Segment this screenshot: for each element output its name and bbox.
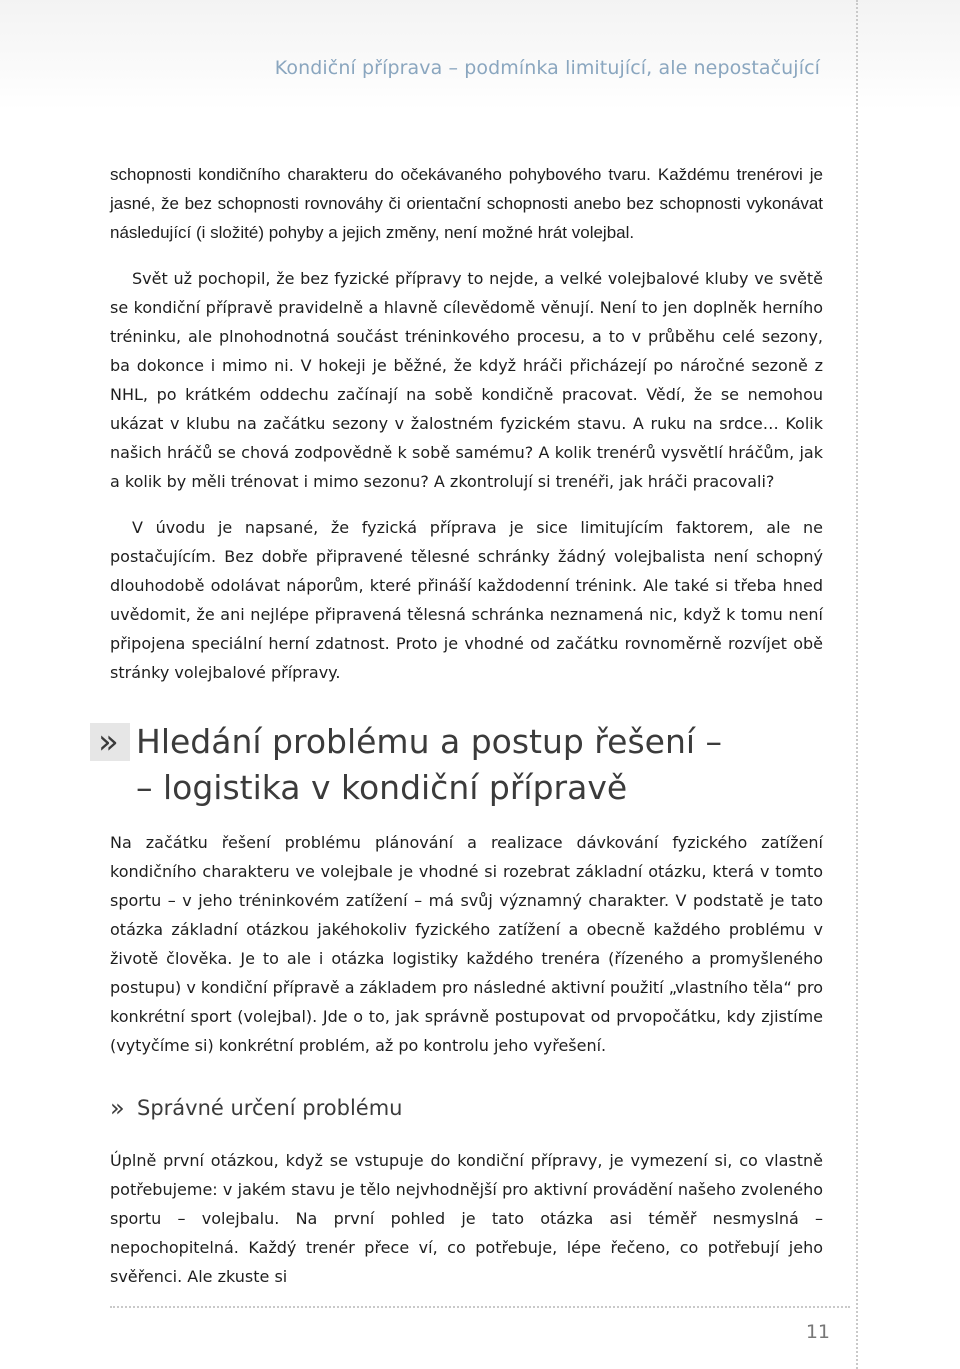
paragraph-training: Svět už pochopil, že bez fyzické přípravy to nejde, a velké volejbalové kluby ve světě se kondiční přípravě pravidelně a hlavně cílevědomě věnují. Není to jen doplněk herního tréninku, ale plnohodnotná součást tréninkového procesu, a to v průběhu celé sezony, ba dokonce i mimo ni. V hokeji je běžné, že když hráči přicházejí po náročné sezoně z NHL, po krátkém oddechu začínají na sobě kondičně pracovat. Vědí, že se nemohou ukázat v klubu na začátku sezony v žalostném fyzickém stavu. A ruku na srdce… Kolik našich hráčů se chová zodpovědně k sobě samému? A kolik trenérů vysvětlí hráčům, jak a kolik by měli trénovat i mimo sezonu? A zkontrolují si trenéři, jak hráči pracovali? <box>110 269 823 491</box>
margin-dotted-rule <box>856 0 858 1369</box>
running-header: Kondiční příprava – podmínka limitující, ale nepostačující <box>274 57 820 79</box>
paragraph-logistics: Na začátku řešení problému plánování a realizace dávkování fyzického zatížení kondičního charakteru ve volejbale je vhodné si rozebrat základní otázku, která v tomto sportu – v jeho tréninkovém zatížení – má svůj významný charakter. V podstatě je tato otázka základní otázkou jakéhokoliv fyzického zatížení a obecně každého problému v životě člověka. Je to ale i otázka logistiky každého trenéra (řízeného a promyšleného postupu) v kondiční přípravě a základem pro následné aktivní použití „vlastního těla“ pro konkrétní sport (volejbal). Jde o to, jak správně postupovat od prvopočátku, kdy zjistíme (vytyčíme si) konkrétní problém, až po kontrolu jeho vyřešení. <box>110 833 823 1055</box>
section-heading-line-2: – logistika v kondiční přípravě <box>136 768 628 807</box>
double-chevron-icon: » <box>110 1094 125 1122</box>
top-text-block <box>110 160 823 687</box>
header-band <box>0 0 960 110</box>
paragraph-introduction: V úvodu je napsané, že fyzická příprava je sice limitujícím faktorem, ale ne postačujícím. Bez dobře připravené tělesné schránky žádný volejbalista není schopný dlouhodobě odolávat náporům, které přináší každodenní trénink. Ale také si třeba hned uvědomit, že ani nejlépe připravená tělesná schránka neznamená nic, když k tomu není připojena speciální herní zdatnost. Proto je vhodné od začátku rovnoměrně rozvíjet obě stránky volejbalové přípravy. <box>110 518 823 682</box>
section-body <box>110 828 823 1060</box>
footer-dotted-rule <box>110 1306 850 1308</box>
paragraph-problem: Úplně první otázkou, když se vstupuje do kondiční přípravy, je vymezení si, co vlastně potřebujeme: v jakém stavu je tělo nejvhodnější pro aktivní provádění našeho zvoleného sportu – volejbalu. Na první pohled je tato otázka asi téměř nesmyslná – nepochopitelná. Každý trenér přece ví, co potřebuje, lépe řečeno, co potřebují jeho svěřenci. Ale zkuste si <box>110 1151 823 1286</box>
page-number: 11 <box>805 1321 830 1343</box>
double-chevron-icon: » <box>98 722 119 762</box>
subsection-body <box>110 1146 823 1291</box>
heading-marker-box <box>90 723 130 761</box>
paragraph-continuation: schopnosti kondičního charakteru do očekávaného pohybového tvaru. Každému trenérovi je jasné, že bez schopnosti rovnováhy či orientační schopnosti anebo bez schopnosti vykonávat následující (i složité) pohyby a jejich změny, není možné hrát volejbal. <box>110 165 823 242</box>
subheading-text: Správné určení problému <box>137 1096 403 1120</box>
section-heading-line-1: Hledání problému a postup řešení – <box>136 722 723 761</box>
